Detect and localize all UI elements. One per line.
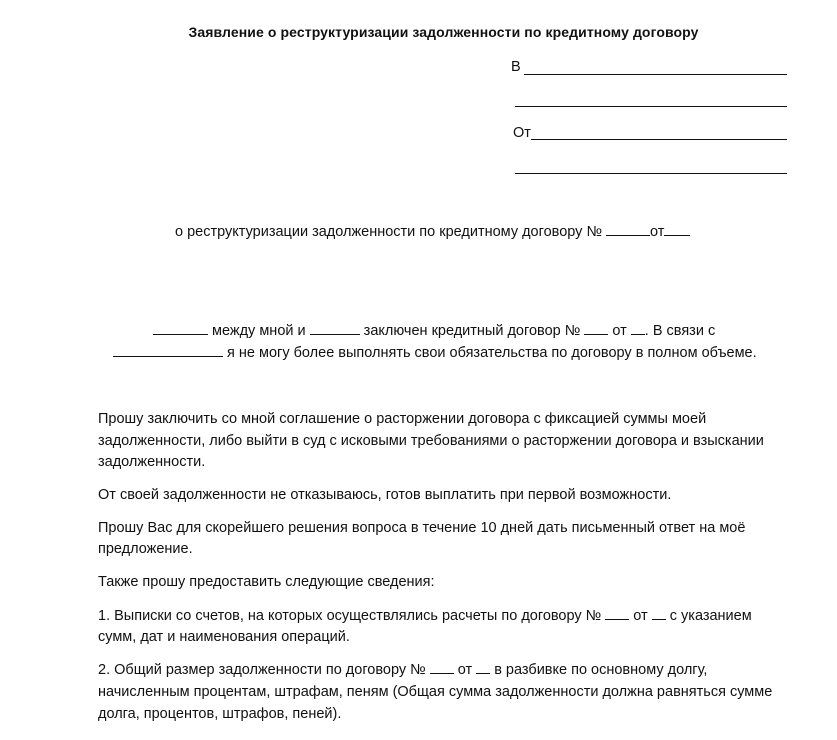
item-2-part-2: от [457, 662, 473, 678]
paragraph-4-line-1: Также прошу предоставить следующие сведения: [98, 574, 435, 590]
intro-part-1: между мной и [212, 323, 306, 339]
contract-number-blank[interactable] [606, 234, 650, 236]
item-2-line-2: начисленным процентам, штрафам, пеням (Общая сумма задолженности должна равняться сумме [98, 684, 773, 700]
subject-from-word: от [650, 224, 665, 240]
from-rule-2[interactable] [515, 173, 787, 174]
from-rule[interactable] [531, 139, 787, 140]
item-2-contract-number-blank[interactable] [430, 672, 454, 674]
to-line [511, 59, 791, 77]
item-2-line-1 [98, 662, 707, 678]
item-2-part-1: 2. Общий размер задолженности по договору № [98, 662, 426, 678]
paragraph-3-line-1: Прошу Вас для скорейшего решения вопроса в течение 10 дней дать письменный ответ на моё [98, 520, 746, 536]
to-rule-2[interactable] [515, 106, 787, 107]
item-1-contract-date-blank[interactable] [652, 618, 666, 620]
to-label: В [511, 59, 521, 75]
intro-line-2 [113, 345, 757, 361]
item-1-contract-number-blank[interactable] [605, 618, 629, 620]
item-2-part-3: в разбивке по основному долгу, [494, 662, 708, 678]
intro-line-2-text: я не могу более выполнять свои обязательства по договору в полном объеме. [227, 345, 757, 361]
item-2-line-3: долга, процентов, штрафов, пеней). [98, 706, 342, 722]
from-label: От [513, 125, 531, 141]
reason-blank[interactable] [113, 355, 223, 357]
paragraph-3-line-2: предложение. [98, 541, 193, 557]
applicant-name-blank[interactable] [153, 333, 208, 335]
intro-contract-number-blank[interactable] [584, 333, 608, 335]
intro-part-4: . В связи с [644, 323, 716, 339]
subject-text: о реструктуризации задолженности по кредитному договору № [175, 224, 602, 240]
document-title: Заявление о реструктуризации задолженности по кредитному договору [188, 24, 699, 40]
paragraph-1-line-1: Прошу заключить со мной соглашение о расторжении договора с фиксацией суммы моей [98, 411, 707, 427]
intro-line-1 [153, 323, 715, 339]
paragraph-2-line-1: От своей задолженности не отказываюсь, готов выплатить при первой возможности. [98, 487, 672, 503]
item-1-part-3: с указанием [669, 608, 752, 624]
subject-line [175, 224, 690, 240]
item-2-contract-date-blank[interactable] [476, 672, 490, 674]
bank-name-blank[interactable] [310, 333, 360, 335]
paragraph-1-line-3: задолженности. [98, 454, 206, 470]
contract-date-blank[interactable] [664, 234, 690, 236]
item-1-line-1 [98, 608, 752, 624]
to-rule[interactable] [524, 74, 787, 75]
intro-part-3: от [612, 323, 627, 339]
item-1-part-1: 1. Выписки со счетов, на которых осуществлялись расчеты по договору № [98, 608, 602, 624]
intro-part-2: заключен кредитный договор № [363, 323, 581, 339]
from-line [513, 125, 793, 143]
paragraph-1-line-2: задолженности, либо выйти в суд с исковыми требованиями о расторжении договора и взыскании [98, 433, 764, 449]
item-1-line-2: сумм, дат и наименования операций. [98, 629, 350, 645]
intro-contract-date-blank[interactable] [631, 333, 645, 335]
item-1-part-2: от [633, 608, 648, 624]
